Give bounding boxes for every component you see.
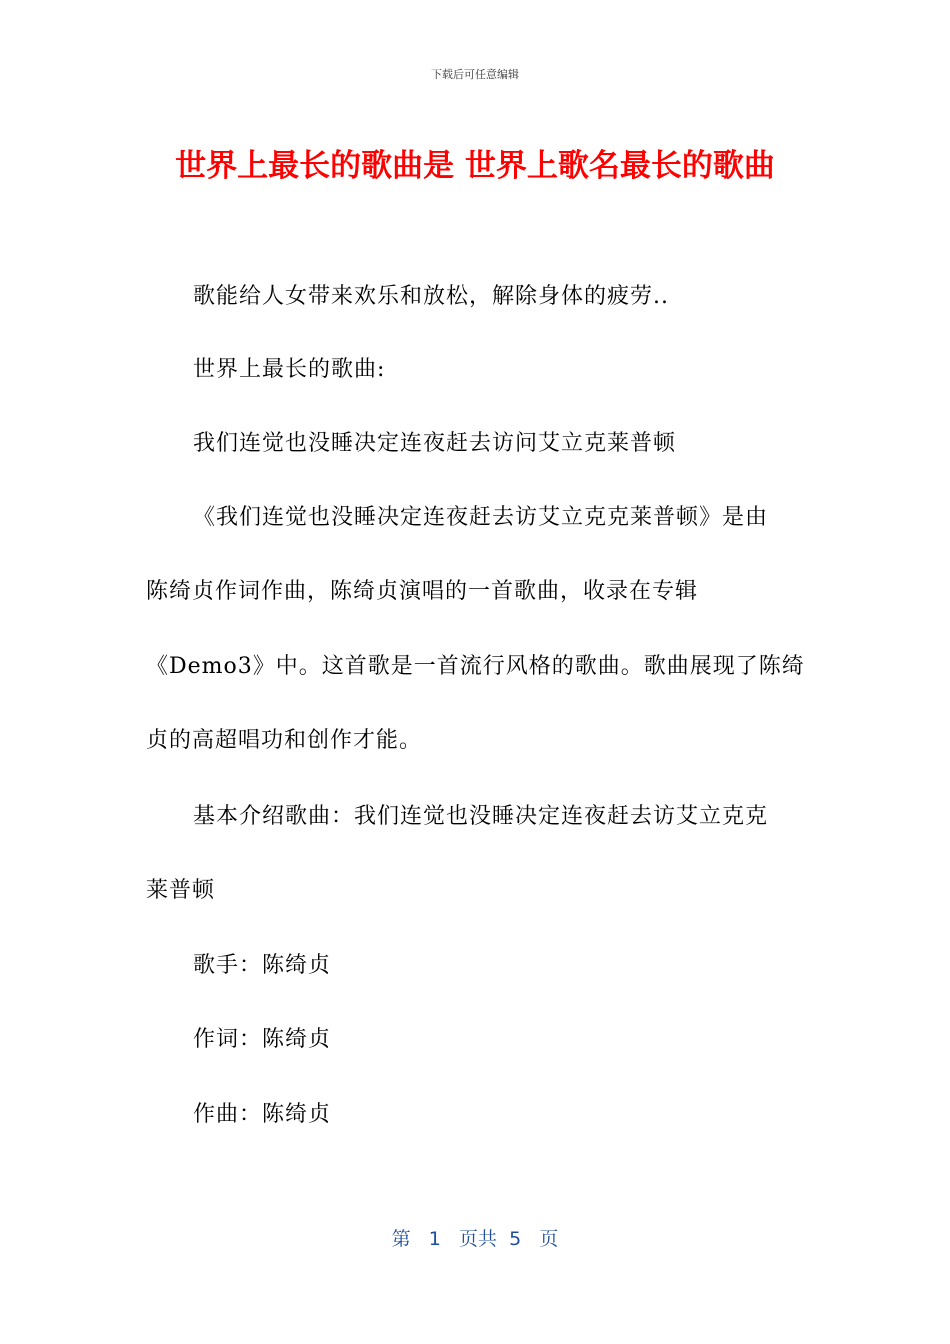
paragraph-line: 歌能给人女带来欢乐和放松，解除身体的疲劳.. (193, 284, 669, 309)
paragraph-line: 基本介绍歌曲：我们连觉也没睡决定连夜赶去访艾立克克 (193, 804, 769, 829)
paragraph-line: 作词：陈绮贞 (193, 1027, 332, 1052)
total-pages-number: 5 (509, 1228, 522, 1250)
header-note: 下载后可任意编辑 (431, 68, 519, 81)
paragraph-line: 莱普顿 (146, 878, 216, 903)
paragraph-line: 歌手：陈绮贞 (193, 953, 332, 978)
page-footer (0, 1226, 950, 1252)
paragraph-line: 贞的高超唱功和创作才能。 (146, 728, 423, 753)
paragraph-line: 《我们连觉也没睡决定连夜赶去访艾立克克莱普顿》是由 (193, 505, 769, 530)
paragraph-line: 作曲：陈绮贞 (193, 1102, 332, 1127)
paragraph-line: 《Demo3》中。这首歌是一首流行风格的歌曲。歌曲展现了陈绮 (146, 654, 805, 679)
page-label-mid: 页共 (459, 1228, 498, 1250)
paragraph-line: 世界上最长的歌曲: (193, 357, 386, 382)
page-label-suffix: 页 (539, 1228, 559, 1250)
paragraph-line: 陈绮贞作词作曲，陈绮贞演唱的一首歌曲，收录在专辑 (146, 579, 699, 604)
current-page-number: 1 (428, 1228, 441, 1250)
page-label-prefix: 第 (391, 1228, 411, 1250)
document-title: 世界上最长的歌曲是 世界上歌名最长的歌曲 (175, 148, 775, 184)
paragraph-line: 我们连觉也没睡决定连夜赶去访问艾立克莱普顿 (193, 431, 677, 456)
